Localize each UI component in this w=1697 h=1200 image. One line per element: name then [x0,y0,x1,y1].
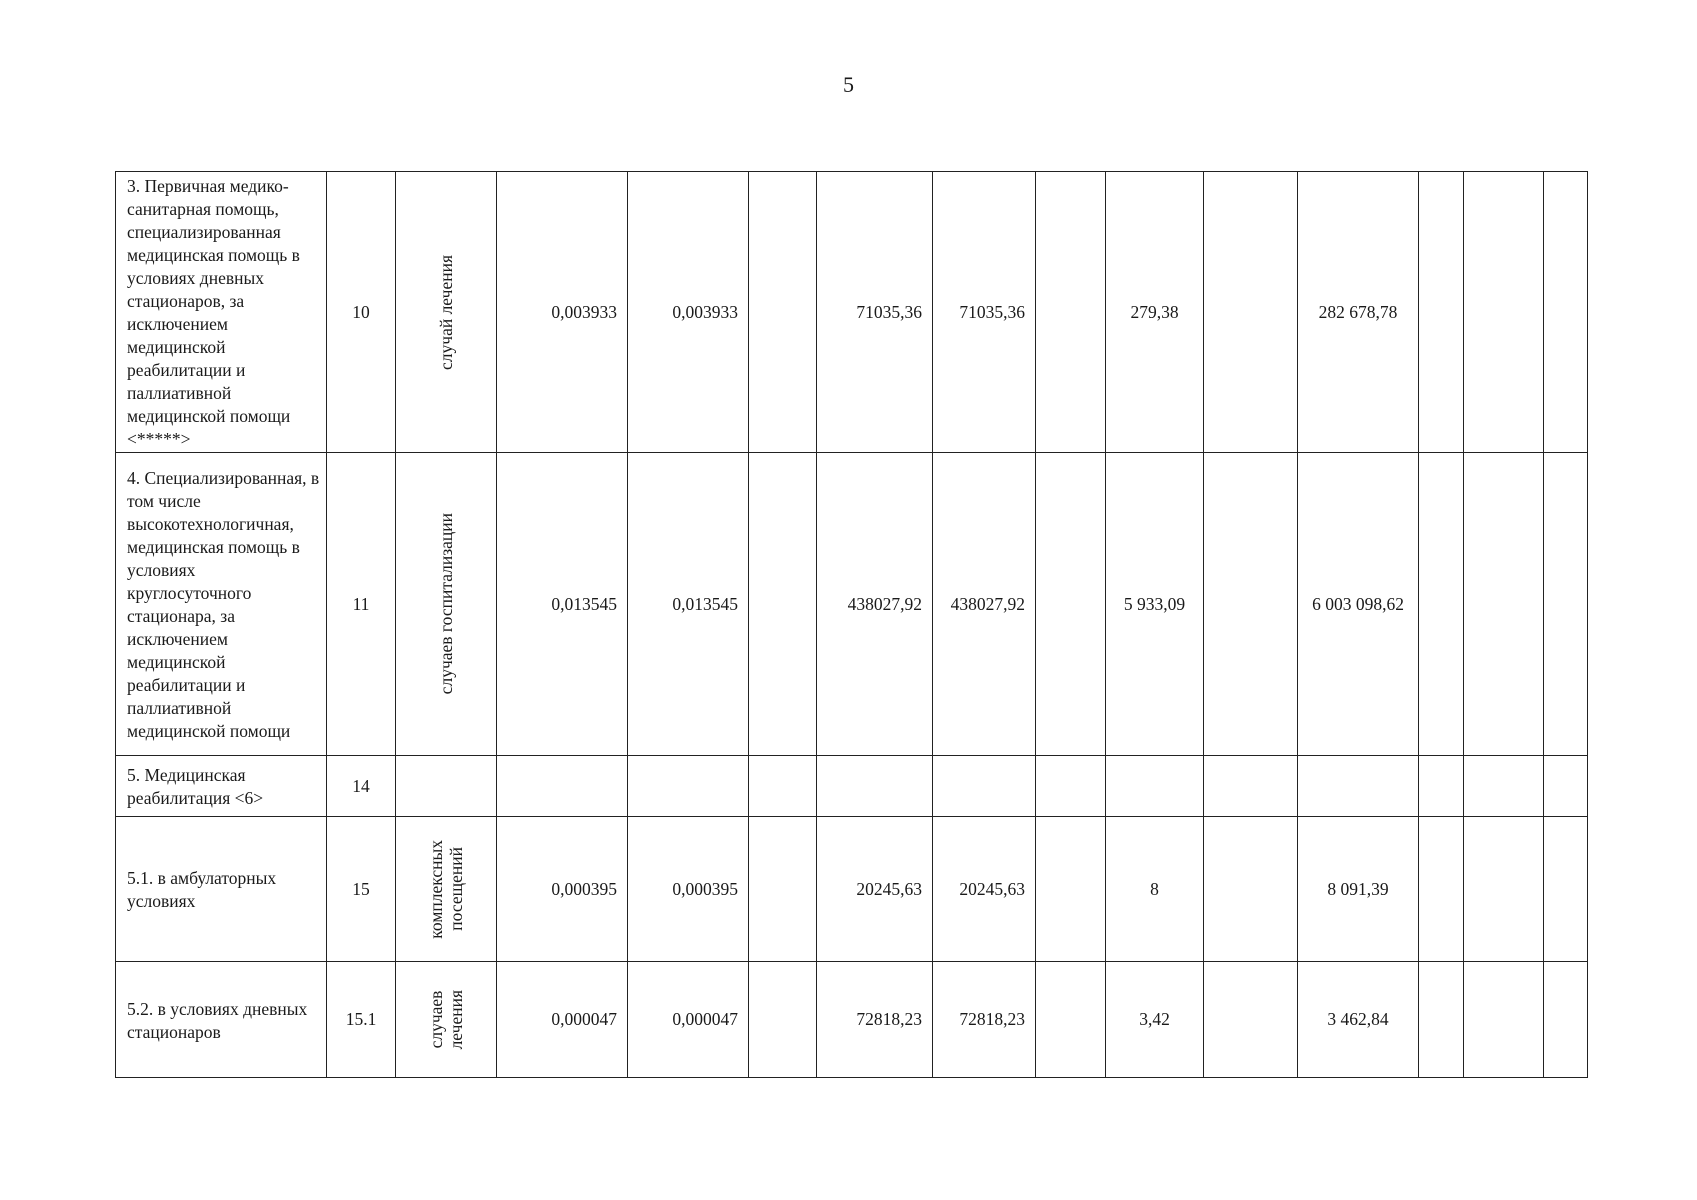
row-name: 3. Первичная медико-санитарная помощь, специализированная медицинская помощь в условиях дневных стационаров, за исключением медицинской реабилитации и паллиативной медицинской помощи <*****> [116,172,327,453]
empty-cell [1204,172,1298,453]
unit-cell [396,962,497,1078]
per-capita-value: 3,42 [1106,962,1204,1078]
empty-cell [1204,756,1298,817]
norm-value: 0,000047 [497,962,628,1078]
empty-cell [1419,817,1464,962]
per-capita-value: 8 [1106,817,1204,962]
unit-label: случай лечения [436,254,456,370]
norm-value [628,756,749,817]
empty-cell [1544,962,1588,1078]
total-value: 8 091,39 [1298,817,1419,962]
empty-cell [749,756,817,817]
empty-cell [1036,962,1106,1078]
total-value: 6 003 098,62 [1298,453,1419,756]
norm-value: 0,003933 [497,172,628,453]
unit-cell [396,756,497,817]
empty-cell [1204,817,1298,962]
unit-cell [396,453,497,756]
norm-value: 0,000047 [628,962,749,1078]
norm-value: 0,000395 [497,817,628,962]
empty-cell [749,453,817,756]
norm-value: 0,003933 [628,172,749,453]
row-code: 11 [327,453,396,756]
total-value [1298,756,1419,817]
unit-cell [396,817,497,962]
cost-value: 20245,63 [933,817,1036,962]
empty-cell [1036,817,1106,962]
row-name: 5.2. в условиях дневных стационаров [116,962,327,1078]
row-code: 10 [327,172,396,453]
financing-table [115,171,1588,1078]
table-row [116,817,1588,962]
empty-cell [1464,962,1544,1078]
empty-cell [1464,756,1544,817]
row-code: 15.1 [327,962,396,1078]
unit-label: случаев госпитализации [436,513,456,695]
empty-cell [1544,817,1588,962]
cost-value: 438027,92 [933,453,1036,756]
total-value: 3 462,84 [1298,962,1419,1078]
norm-value [497,756,628,817]
empty-cell [1464,172,1544,453]
cost-value [817,756,933,817]
empty-cell [1544,172,1588,453]
empty-cell [1204,962,1298,1078]
empty-cell [1419,962,1464,1078]
empty-cell [749,172,817,453]
per-capita-value: 5 933,09 [1106,453,1204,756]
per-capita-value [1106,756,1204,817]
norm-value: 0,000395 [628,817,749,962]
empty-cell [1419,453,1464,756]
empty-cell [1419,756,1464,817]
norm-value: 0,013545 [497,453,628,756]
total-value: 282 678,78 [1298,172,1419,453]
per-capita-value: 279,38 [1106,172,1204,453]
table-row [116,756,1588,817]
row-code: 15 [327,817,396,962]
cost-value: 438027,92 [817,453,933,756]
cost-value: 72818,23 [817,962,933,1078]
row-code: 14 [327,756,396,817]
empty-cell [749,817,817,962]
unit-label: случаев лечения [426,989,466,1050]
cost-value: 72818,23 [933,962,1036,1078]
empty-cell [1544,453,1588,756]
empty-cell [749,962,817,1078]
cost-value [933,756,1036,817]
empty-cell [1464,453,1544,756]
empty-cell [1036,172,1106,453]
cost-value: 71035,36 [933,172,1036,453]
table-row [116,453,1588,756]
empty-cell [1544,756,1588,817]
cost-value: 20245,63 [817,817,933,962]
empty-cell [1036,453,1106,756]
table-row [116,962,1588,1078]
empty-cell [1464,817,1544,962]
empty-cell [1204,453,1298,756]
cost-value: 71035,36 [817,172,933,453]
table-row [116,172,1588,453]
row-name: 5. Медицинская реабилитация <6> [116,756,327,817]
page-number: 5 [843,72,854,97]
norm-value: 0,013545 [628,453,749,756]
unit-label: комплексных посещений [426,839,466,939]
empty-cell [1036,756,1106,817]
row-name: 4. Специализированная, в том числе высокотехнологичная, медицинская помощь в условиях круглосуточного стационара, за исключением медицинской реабилитации и паллиативной медицинской помощи [116,453,327,756]
unit-cell [396,172,497,453]
row-name: 5.1. в амбулаторных условиях [116,817,327,962]
empty-cell [1419,172,1464,453]
